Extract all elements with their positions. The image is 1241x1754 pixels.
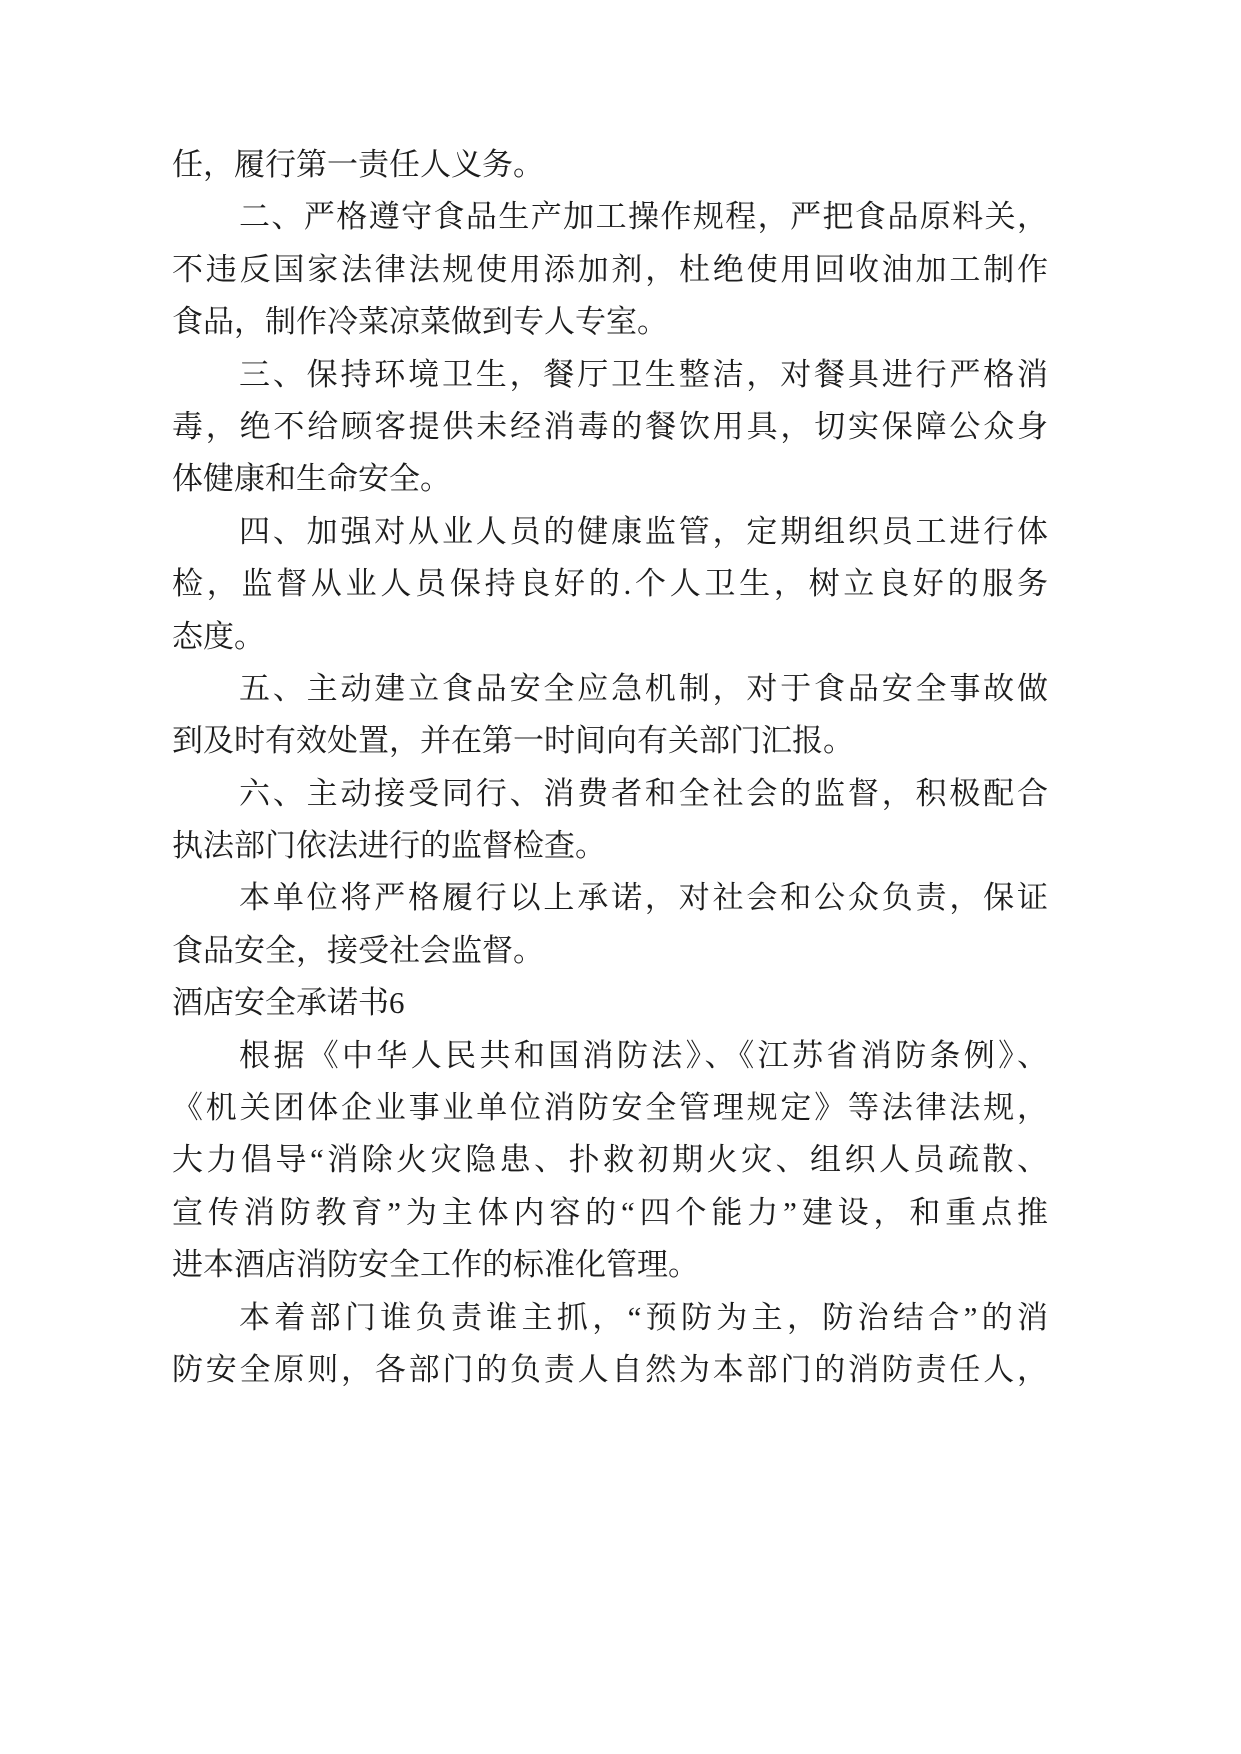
paragraph [172,872,1048,977]
text-line: 不违反国家法律法规使用添加剂，杜绝使用回收油加工制作 [172,251,1048,287]
paragraph [172,349,1048,506]
paragraph [172,1292,1048,1397]
document-body [172,139,1048,1396]
text-line: 六、主动接受同行、消费者和全社会的监督，积极配合 [239,775,1048,811]
paragraph [172,768,1048,873]
text-line: 防安全原则，各部门的负责人自然为本部门的消防责任人， [172,1351,1048,1387]
text-line: 本着部门谁负责谁主抓，“预防为主，防治结合”的消 [239,1299,1048,1335]
paragraph [172,663,1048,768]
text-line: 体健康和生命安全。 [172,461,451,497]
text-line: 宣传消防教育”为主体内容的“四个能力”建设，和重点推 [172,1194,1048,1230]
text-line: 食品安全，接受社会监督。 [172,932,544,968]
text-line: 《机关团体企业事业单位消防安全管理规定》等法律法规， [172,1090,1048,1126]
heading-text: 酒店安全承诺书6 [172,985,405,1021]
text-line: 执法部门依法进行的监督检查。 [172,828,606,864]
paragraph [172,1030,1048,1292]
text-line: 到及时有效处置，并在第一时间向有关部门汇报。 [172,723,854,759]
text-line: 进本酒店消防安全工作的标准化管理。 [172,1247,699,1283]
paragraph [172,191,1048,348]
text-line: 五、主动建立食品安全应急机制，对于食品安全事故做 [239,670,1048,706]
text-line: 任，履行第一责任人义务。 [172,147,544,182]
text-line: 三、保持环境卫生，餐厅卫生整洁，对餐具进行严格消 [239,356,1048,392]
text-line: 根据《中华人民共和国消防法》、《江苏省消防条例》、 [239,1037,1048,1073]
text-line: 毒，绝不给顾客提供未经消毒的餐饮用具，切实保障公众身 [172,408,1048,444]
text-line: 检，监督从业人员保持良好的.个人卫生，树立良好的服务 [172,566,1048,602]
section-heading [172,977,1048,1029]
text-line: 态度。 [172,618,265,654]
paragraph [172,139,1048,191]
text-line: 食品，制作冷菜凉菜做到专人专室。 [172,304,668,340]
text-line: 大力倡导“消除火灾隐患、扑救初期火灾、组织人员疏散、 [172,1142,1048,1178]
text-line: 本单位将严格履行以上承诺，对社会和公众负责，保证 [239,880,1048,916]
text-line: 四、加强对从业人员的健康监管，定期组织员工进行体 [239,513,1048,549]
paragraph [172,506,1048,663]
text-line: 二、严格遵守食品生产加工操作规程，严把食品原料关， [239,199,1048,235]
